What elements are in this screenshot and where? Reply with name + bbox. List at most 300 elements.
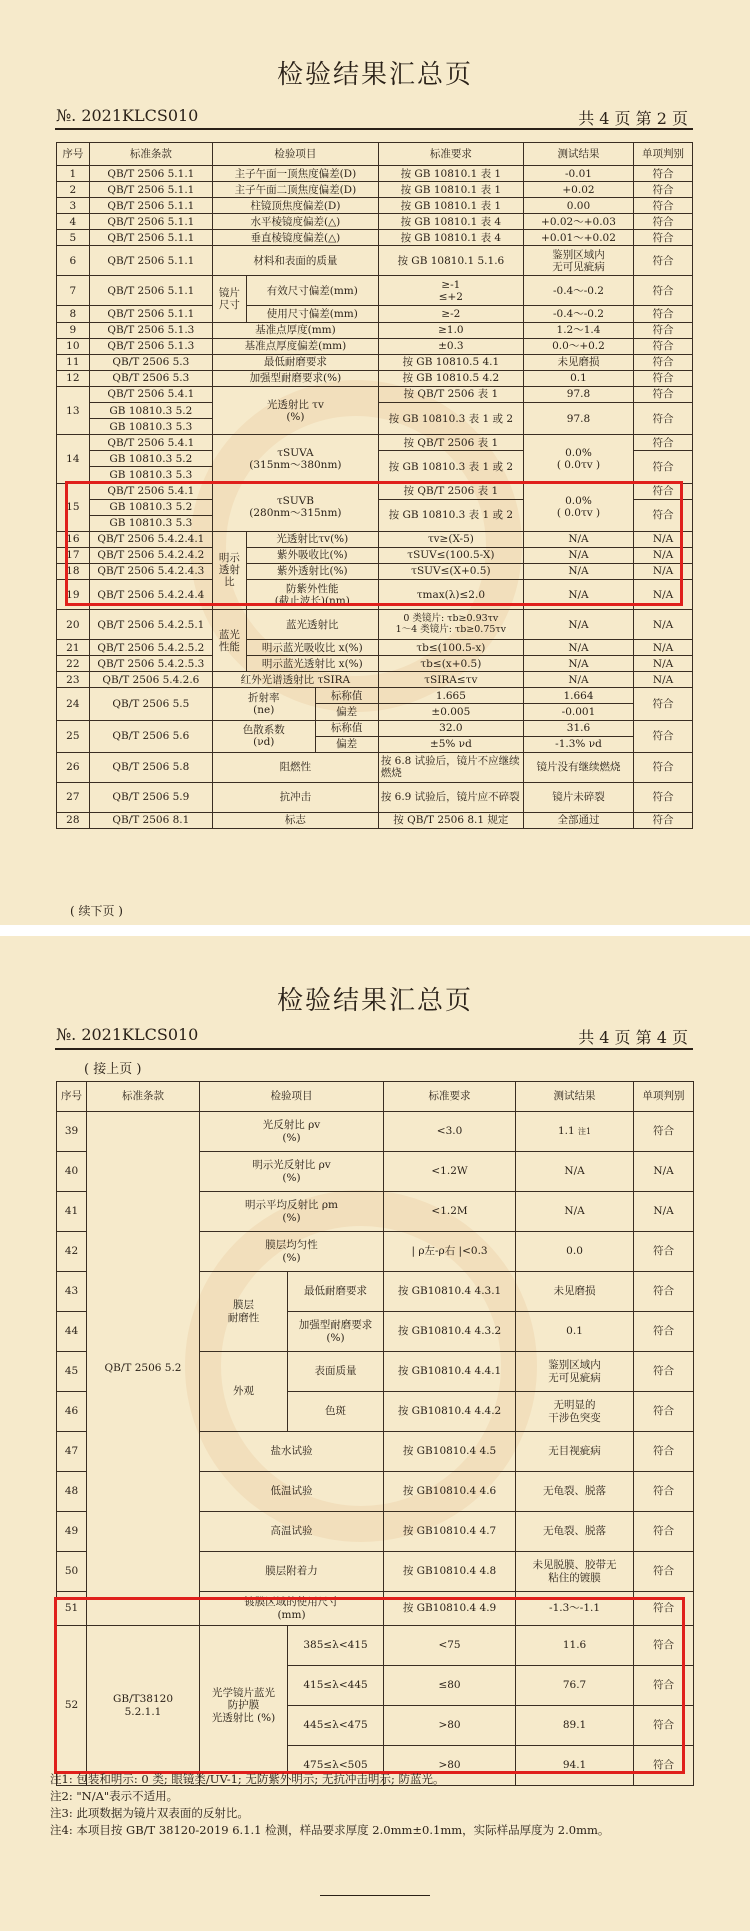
cell-band: 415≤λ<445 (288, 1666, 384, 1706)
cell-req: 按 QB/T 2506 表 1 (378, 435, 523, 451)
cell-req: 按 GB 10810.1 表 4 (378, 230, 523, 246)
cell-no: 20 (57, 610, 90, 640)
table-header-row (57, 143, 693, 166)
cell-no: 18 (57, 563, 90, 579)
cell-item: 盐水试验 (200, 1432, 384, 1472)
table-row (57, 483, 693, 499)
header-cell: 序号 (57, 1082, 87, 1112)
cell-no: 11 (57, 354, 90, 370)
cell-res: -1.3～-1.1 (516, 1592, 634, 1626)
cell-item: 抗冲击 (212, 782, 378, 812)
cell-req: 按 GB 10810.1 表 4 (378, 214, 523, 230)
cell-no: 28 (57, 812, 90, 828)
cell-req: 按 GB 10810.3 表 1 或 2 (378, 451, 523, 483)
cell-req: <1.2M (384, 1192, 516, 1232)
header-cell: 测试结果 (523, 143, 633, 166)
cell-res: 0.0% ( 0.0τv ) (523, 483, 633, 531)
cell-clause: QB/T 2506 5.4.2.4.4 (89, 580, 212, 610)
cell-clause: QB/T 2506 5.1.1 (89, 230, 212, 246)
cell-item: 标称值 (315, 688, 378, 704)
cell-item: 偏差 (315, 704, 378, 720)
cell-req: 按 GB10810.4 4.3.1 (384, 1272, 516, 1312)
cell-clause: QB/T 2506 5.2 (87, 1112, 200, 1626)
cell-verdict: 符合 (634, 451, 693, 483)
cell-group: 折射率 (ne) (212, 688, 315, 720)
cell-res: 94.1 (516, 1746, 634, 1786)
cell-item: 明示蓝光吸收比 x(%) (246, 640, 378, 656)
note-line: 注3: 此项数据为镜片双表面的反射比。 (50, 1806, 249, 1820)
cell-req: 按 GB 10810.3 表 1 或 2 (378, 499, 523, 531)
cell-item: 光学镜片蓝光 防护膜 光透射比 (%) (200, 1626, 288, 1786)
header-cell: 标准条款 (87, 1082, 200, 1112)
cell-clause: GB 10810.3 5.3 (89, 419, 212, 435)
cell-res: 未见磨损 (523, 354, 633, 370)
header-cell: 单项判别 (634, 1082, 694, 1112)
cell-req: ±0.005 (378, 704, 523, 720)
cell-verdict: N/A (634, 580, 693, 610)
cell-item: 基准点厚度(mm) (212, 322, 378, 338)
cell-req: 1.665 (378, 688, 523, 704)
cell-verdict: N/A (634, 610, 693, 640)
table-row (57, 354, 693, 370)
cell-req: ≤80 (384, 1666, 516, 1706)
table-row (57, 306, 693, 322)
cell-clause: QB/T 2506 5.3 (89, 354, 212, 370)
cell-no: 51 (57, 1592, 87, 1626)
table-row (57, 720, 693, 736)
cell-res: 全部通过 (523, 812, 633, 828)
cell-clause: QB/T 2506 5.4.2.6 (89, 672, 212, 688)
cell-clause: GB/T38120 5.2.1.1 (87, 1626, 200, 1786)
cell-res: 97.8 (523, 403, 633, 435)
cell-res: 未见脱膜、胶带无 粘住的镀膜 (516, 1552, 634, 1592)
cell-res: N/A (523, 531, 633, 547)
cell-res: 1.664 (523, 688, 633, 704)
cell-item: 镀膜区域的使用尺寸 (mm) (200, 1592, 384, 1626)
cell-verdict: 符合 (634, 782, 693, 812)
cell-clause: QB/T 2506 5.4.2.4.3 (89, 563, 212, 579)
cell-res: 0.0 (516, 1232, 634, 1272)
cell-item: 最低耐磨要求 (288, 1272, 384, 1312)
cell-req: 按 6.8 试验后，镜片不应继续燃烧 (378, 752, 523, 782)
cell-clause: QB/T 2506 5.1.1 (89, 198, 212, 214)
table-header-row (57, 1082, 694, 1112)
header-cell: 检验项目 (212, 143, 378, 166)
cell-no: 40 (57, 1152, 87, 1192)
table-row (57, 214, 693, 230)
cell-res: 未见磨损 (516, 1272, 634, 1312)
cell-req: 按 GB 10810.5 4.2 (378, 370, 523, 386)
continued-label: ( 续下页 ) (70, 904, 123, 918)
table-row (57, 435, 693, 451)
cell-no: 25 (57, 720, 90, 752)
cell-item: 水平棱镜度偏差(△) (212, 214, 378, 230)
table-row (57, 386, 693, 402)
cell-verdict: 符合 (634, 246, 693, 276)
cell-no: 52 (57, 1626, 87, 1786)
cell-item: 明示光反射比 ρv (%) (200, 1152, 384, 1192)
cell-no: 48 (57, 1472, 87, 1512)
cell-no: 9 (57, 322, 90, 338)
cell-clause: GB 10810.3 5.2 (89, 499, 212, 515)
cell-no: 27 (57, 782, 90, 812)
cell-res: N/A (523, 563, 633, 579)
cell-req: ≥-1 ≤+2 (378, 276, 523, 306)
cell-item: 明示平均反射比 ρm (%) (200, 1192, 384, 1232)
cell-req: | ρ左-ρ右 |<0.3 (384, 1232, 516, 1272)
cell-clause: QB/T 2506 5.1.1 (89, 306, 212, 322)
cell-req: 按 GB 10810.1 表 1 (378, 166, 523, 182)
note-ref: 注1 (578, 1127, 592, 1137)
cell-res: 1.2～1.4 (523, 322, 633, 338)
cell-verdict: 符合 (634, 306, 693, 322)
cell-res: N/A (523, 610, 633, 640)
footer-rule (320, 1895, 430, 1896)
cell-verdict: N/A (634, 640, 693, 656)
cell-item: 色斑 (288, 1392, 384, 1432)
cell-clause: GB 10810.3 5.3 (89, 515, 212, 531)
cell-clause: QB/T 2506 5.1.1 (89, 214, 212, 230)
cell-res: +0.02 (523, 182, 633, 198)
header-cell: 标准要求 (384, 1082, 516, 1112)
cell-verdict: 符合 (634, 370, 693, 386)
cell-verdict: 符合 (634, 1592, 694, 1626)
cell-group: 膜层 耐磨性 (200, 1272, 288, 1352)
cell-item: 膜层均匀性 (%) (200, 1232, 384, 1272)
note-line: 注1: 包装和明示: 0 类; 眼镜类/UV-1; 无防紫外明示; 无抗冲击明示; 防蓝光。 (50, 1772, 445, 1786)
cell-clause: QB/T 2506 5.6 (89, 720, 212, 752)
cell-clause: QB/T 2506 5.1.1 (89, 166, 212, 182)
cell-req: 按 GB 10810.3 表 1 或 2 (378, 403, 523, 435)
cell-clause: QB/T 2506 5.4.2.4.2 (89, 547, 212, 563)
cell-clause: QB/T 2506 5.1.1 (89, 182, 212, 198)
doc-number: №. 2021KLCS010 (56, 106, 199, 125)
cell-res: 无明显的 干涉色突变 (516, 1392, 634, 1432)
cell-req: 按 GB10810.4 4.4.2 (384, 1392, 516, 1432)
cell-no: 26 (57, 752, 90, 782)
cell-verdict: 符合 (634, 1432, 694, 1472)
header-cell: 标准要求 (378, 143, 523, 166)
cell-req: 按 GB10810.4 4.9 (384, 1592, 516, 1626)
cell-verdict: 符合 (634, 1112, 694, 1152)
cell-item: 标称值 (315, 720, 378, 736)
cell-item: τSUVA (315nm～380nm) (212, 435, 378, 483)
cell-req: 按 GB10810.4 4.7 (384, 1512, 516, 1552)
table-row (57, 246, 693, 276)
cell-item: 表面质量 (288, 1352, 384, 1392)
cell-verdict: 符合 (634, 1746, 694, 1786)
cell-item: 最低耐磨要求 (212, 354, 378, 370)
cell-no: 10 (57, 338, 90, 354)
table-row (57, 688, 693, 704)
cell-res: 鉴别区域内 无可见疵病 (523, 246, 633, 276)
cell-no: 12 (57, 370, 90, 386)
cell-verdict: N/A (634, 672, 693, 688)
cell-req: τb≤(100.5-x) (378, 640, 523, 656)
cell-item: 主子午面一顶焦度偏差(D) (212, 166, 378, 182)
cell-band: 445≤λ<475 (288, 1706, 384, 1746)
cell-verdict: 符合 (634, 1552, 694, 1592)
cell-verdict: 符合 (634, 435, 693, 451)
results-table (56, 142, 693, 829)
cell-verdict: 符合 (634, 1472, 694, 1512)
note-line: 注2: "N/A"表示不适用。 (50, 1789, 179, 1803)
cell-res: -0.4～-0.2 (523, 306, 633, 322)
cell-item: 有效尺寸偏差(mm) (246, 276, 378, 306)
cell-no: 8 (57, 306, 90, 322)
cell-req: τb≤(x+0.5) (378, 656, 523, 672)
cell-no: 47 (57, 1432, 87, 1472)
cell-item: 柱镜顶焦度偏差(D) (212, 198, 378, 214)
cell-item: 高温试验 (200, 1512, 384, 1552)
cell-clause: QB/T 2506 5.8 (89, 752, 212, 782)
cell-res: 鉴别区域内 无可见疵病 (516, 1352, 634, 1392)
page-indicator: 共 4 页 第 2 页 (578, 109, 688, 128)
table-row (57, 563, 693, 579)
page-title: 检验结果汇总页 (276, 60, 473, 90)
cell-req: 按 6.9 试验后，镜片应不碎裂 (378, 782, 523, 812)
cell-item: 紫外透射比(%) (246, 563, 378, 579)
table-row (57, 752, 693, 782)
table-row (57, 182, 693, 198)
cell-verdict: N/A (634, 1152, 694, 1192)
cell-no: 39 (57, 1112, 87, 1152)
table-row (57, 580, 693, 610)
cell-verdict: 符合 (634, 1272, 694, 1312)
table-row (57, 230, 693, 246)
cell-item: 加强型耐磨要求 (%) (288, 1312, 384, 1352)
cell-item: 防紫外性能 (截止波长)(nm) (246, 580, 378, 610)
cell-verdict: 符合 (634, 1232, 694, 1272)
cell-item: 明示蓝光透射比 x(%) (246, 656, 378, 672)
cell-clause: QB/T 2506 5.4.2.5.1 (89, 610, 212, 640)
cell-no: 19 (57, 580, 90, 610)
cell-req: <3.0 (384, 1112, 516, 1152)
cell-clause: QB/T 2506 8.1 (89, 812, 212, 828)
cell-no: 6 (57, 246, 90, 276)
cell-verdict: 符合 (634, 720, 693, 752)
cell-clause: QB/T 2506 5.3 (89, 370, 212, 386)
cell-item: 红外光谱透射比 τSIRA (212, 672, 378, 688)
cell-no: 49 (57, 1512, 87, 1552)
cell-res: 无龟裂、脱落 (516, 1512, 634, 1552)
cell-req: 按 GB10810.4 4.5 (384, 1432, 516, 1472)
cell-res: N/A (523, 580, 633, 610)
cell-verdict: 符合 (634, 499, 693, 531)
cell-req: 按 QB/T 2506 表 1 (378, 386, 523, 402)
cell-no: 3 (57, 198, 90, 214)
cell-no: 50 (57, 1552, 87, 1592)
cell-verdict: 符合 (634, 812, 693, 828)
table-row (57, 338, 693, 354)
cell-no: 7 (57, 276, 90, 306)
cell-res: N/A (523, 640, 633, 656)
table-row (57, 672, 693, 688)
cell-res: 97.8 (523, 386, 633, 402)
page-indicator: 共 4 页 第 4 页 (578, 1028, 688, 1047)
cell-no: 23 (57, 672, 90, 688)
cell-verdict: N/A (634, 563, 693, 579)
cell-res: 0.00 (523, 198, 633, 214)
cell-req: 按 QB/T 2506 8.1 规定 (378, 812, 523, 828)
cell-no: 17 (57, 547, 90, 563)
cell-verdict: 符合 (634, 1352, 694, 1392)
cell-res: -0.4～-0.2 (523, 276, 633, 306)
cell-res: +0.01～+0.02 (523, 230, 633, 246)
cell-res: 镜片没有继续燃烧 (523, 752, 633, 782)
cell-no: 21 (57, 640, 90, 656)
cell-no: 16 (57, 531, 90, 547)
cell-item: 加强型耐磨要求(%) (212, 370, 378, 386)
cell-no: 14 (57, 435, 90, 483)
table-row (57, 276, 693, 306)
table-row (57, 812, 693, 828)
cell-clause: QB/T 2506 5.1.1 (89, 246, 212, 276)
cell-res: 76.7 (516, 1666, 634, 1706)
header-rule (55, 1048, 693, 1050)
cell-item: 材料和表面的质量 (212, 246, 378, 276)
cell-verdict: 符合 (634, 322, 693, 338)
page-title: 检验结果汇总页 (276, 986, 473, 1016)
cell-group: 外观 (200, 1352, 288, 1432)
cell-res: 无目视疵病 (516, 1432, 634, 1472)
cell-no: 4 (57, 214, 90, 230)
cell-verdict: 符合 (634, 403, 693, 435)
cell-req: ≥1.0 (378, 322, 523, 338)
cell-res: 无龟裂、脱落 (516, 1472, 634, 1512)
note-line: 注4: 本项目按 GB/T 38120-2019 6.1.1 检测，样品要求厚度 2.0mm±0.1mm，实际样品厚度为 2.0mm。 (50, 1823, 610, 1837)
cell-verdict: 符合 (634, 1706, 694, 1746)
cell-verdict: 符合 (634, 688, 693, 720)
cell-band: 385≤λ<415 (288, 1626, 384, 1666)
cell-item: 标志 (212, 812, 378, 828)
cell-item: 基准点厚度偏差(mm) (212, 338, 378, 354)
table-row (57, 166, 693, 182)
cell-no: 22 (57, 656, 90, 672)
table-row (57, 198, 693, 214)
cell-clause: QB/T 2506 5.5 (89, 688, 212, 720)
cell-req: 按 GB10810.4 4.8 (384, 1552, 516, 1592)
cell-res: -0.01 (523, 166, 633, 182)
header-cell: 测试结果 (516, 1082, 634, 1112)
cell-res: 0.0% ( 0.0τv ) (523, 435, 633, 483)
cell-req: ±0.3 (378, 338, 523, 354)
cell-req: <1.2W (384, 1152, 516, 1192)
cell-res (516, 1112, 634, 1152)
cell-item: 主子午面二顶焦度偏差(D) (212, 182, 378, 198)
cell-item: 阻燃性 (212, 752, 378, 782)
cell-item: 低温试验 (200, 1472, 384, 1512)
cell-verdict: 符合 (634, 276, 693, 306)
cell-req: 按 GB 10810.1 表 1 (378, 198, 523, 214)
cell-req: τv≥(X-5) (378, 531, 523, 547)
cell-group: 蓝光 性能 (212, 610, 246, 672)
cell-req: 按 GB 10810.1 5.1.6 (378, 246, 523, 276)
cell-verdict: N/A (634, 547, 693, 563)
cell-verdict: 符合 (634, 230, 693, 246)
cell-clause: QB/T 2506 5.1.3 (89, 322, 212, 338)
cell-no: 15 (57, 483, 90, 531)
cell-res: N/A (523, 656, 633, 672)
cell-clause: QB/T 2506 5.4.2.4.1 (89, 531, 212, 547)
table-row (57, 547, 693, 563)
cell-item: 光透射比 τv (%) (212, 386, 378, 434)
cell-req: 按 GB10810.4 4.4.1 (384, 1352, 516, 1392)
cell-verdict: 符合 (634, 1512, 694, 1552)
page-gap (0, 925, 750, 936)
report-page-1 (0, 0, 750, 925)
cell-clause: QB/T 2506 5.4.1 (89, 386, 212, 402)
cell-req: τSUV≤(100.5-X) (378, 547, 523, 563)
header-cell: 单项判别 (634, 143, 693, 166)
cell-item: 膜层附着力 (200, 1552, 384, 1592)
cell-no: 5 (57, 230, 90, 246)
cell-verdict: 符合 (634, 1312, 694, 1352)
cell-req: τSUV≤(X+0.5) (378, 563, 523, 579)
doc-number: №. 2021KLCS010 (56, 1025, 199, 1044)
cell-clause: GB 10810.3 5.3 (89, 467, 212, 483)
table-row (57, 370, 693, 386)
cell-req: 32.0 (378, 720, 523, 736)
from-previous-label: ( 接上页 ) (84, 1062, 142, 1077)
cell-item: 使用尺寸偏差(mm) (246, 306, 378, 322)
cell-verdict: 符合 (634, 1392, 694, 1432)
cell-no: 43 (57, 1272, 87, 1312)
cell-req: 0 类镜片: τb≥0.93τv 1～4 类镜片: τb≥0.75τv (378, 610, 523, 640)
cell-res: -1.3% νd (523, 736, 633, 752)
cell-item: 光透射比τv(%) (246, 531, 378, 547)
header-cell: 标准条款 (89, 143, 212, 166)
table-row (57, 322, 693, 338)
cell-no: 44 (57, 1312, 87, 1352)
cell-res: 11.6 (516, 1626, 634, 1666)
header-cell: 序号 (57, 143, 90, 166)
table-row (57, 1626, 694, 1666)
table-row (57, 1112, 694, 1152)
cell-req: 按 GB 10810.5 4.1 (378, 354, 523, 370)
cell-no: 13 (57, 386, 90, 434)
cell-band: 475≤λ<505 (288, 1746, 384, 1786)
cell-verdict: 符合 (634, 1626, 694, 1666)
notes-block (50, 1771, 710, 1839)
cell-res: +0.02～+0.03 (523, 214, 633, 230)
table-row (57, 656, 693, 672)
cell-verdict: 符合 (634, 752, 693, 782)
cell-res: N/A (523, 547, 633, 563)
cell-res: N/A (516, 1192, 634, 1232)
table-row (57, 610, 693, 640)
cell-verdict: 符合 (634, 1666, 694, 1706)
cell-req: ±5% νd (378, 736, 523, 752)
header-rule (55, 128, 693, 130)
cell-req: >80 (384, 1706, 516, 1746)
cell-no: 46 (57, 1392, 87, 1432)
cell-group: 明示 透射 比 (212, 531, 246, 609)
cell-req: ≥-2 (378, 306, 523, 322)
cell-req: 按 GB10810.4 4.3.2 (384, 1312, 516, 1352)
cell-verdict: N/A (634, 531, 693, 547)
cell-verdict: N/A (634, 1192, 694, 1232)
cell-no: 2 (57, 182, 90, 198)
cell-item: 蓝光透射比 (246, 610, 378, 640)
cell-verdict: N/A (634, 656, 693, 672)
cell-no: 41 (57, 1192, 87, 1232)
cell-res: 0.0～+0.2 (523, 338, 633, 354)
cell-clause: GB 10810.3 5.2 (89, 403, 212, 419)
cell-verdict: 符合 (634, 386, 693, 402)
cell-req: τmax(λ)≤2.0 (378, 580, 523, 610)
table-row (57, 531, 693, 547)
